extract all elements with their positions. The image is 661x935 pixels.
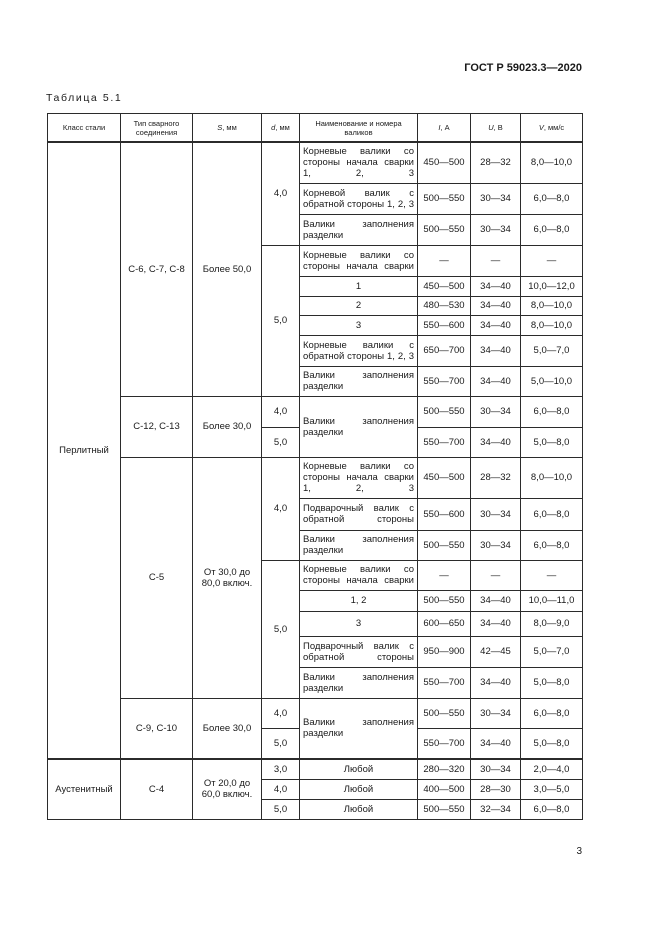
diameter-cell: 5,0 xyxy=(262,560,300,698)
bead-cell: Валики заполнения разделки xyxy=(300,214,418,245)
thickness-cell: Более 50,0 xyxy=(193,142,262,396)
current-cell: 600—650 xyxy=(418,611,471,636)
voltage-cell: 34—40 xyxy=(471,667,521,698)
page-number: 3 xyxy=(576,846,582,857)
col-thickness: S, мм xyxy=(193,114,262,143)
diameter-cell: 4,0 xyxy=(262,457,300,560)
voltage-cell: 28—32 xyxy=(471,142,521,183)
col-voltage: U, В xyxy=(471,114,521,143)
bead-cell: Подварочный валик с обратной стороны xyxy=(300,498,418,530)
welding-parameters-table xyxy=(47,113,583,820)
speed-cell: 6,0—8,0 xyxy=(521,530,583,560)
voltage-cell: 28—30 xyxy=(471,779,521,799)
current-cell: 650—700 xyxy=(418,335,471,366)
voltage-cell: 30—34 xyxy=(471,759,521,779)
bead-cell: Корневые валики со стороны начала сварки xyxy=(300,560,418,590)
bead-cell: 1, 2 xyxy=(300,590,418,611)
voltage-cell: 34—40 xyxy=(471,590,521,611)
voltage-cell: 42—45 xyxy=(471,636,521,667)
voltage-cell: 30—34 xyxy=(471,214,521,245)
current-cell: 450—500 xyxy=(418,457,471,498)
current-cell: 480—530 xyxy=(418,296,471,315)
voltage-cell: 28—32 xyxy=(471,457,521,498)
table-row xyxy=(48,396,583,427)
col-diameter: d, мм xyxy=(262,114,300,143)
bead-cell: Корневые валики со стороны начала сварки 1, 2, 3 xyxy=(300,457,418,498)
speed-cell: 3,0—5,0 xyxy=(521,779,583,799)
speed-cell: — xyxy=(521,245,583,276)
bead-cell: Любой xyxy=(300,759,418,779)
voltage-cell: 34—40 xyxy=(471,296,521,315)
current-cell: 400—500 xyxy=(418,779,471,799)
thickness-cell: Более 30,0 xyxy=(193,396,262,457)
steel-class-cell: Перлитный xyxy=(48,142,121,759)
col-bead: Наименование и номера валиков xyxy=(300,114,418,143)
diameter-cell: 5,0 xyxy=(262,245,300,396)
current-cell: 550—600 xyxy=(418,498,471,530)
table-caption: Таблица 5.1 xyxy=(46,92,123,104)
table-row xyxy=(48,759,583,779)
joint-type-cell: С-6, С-7, С-8 xyxy=(121,142,193,396)
bead-cell: 3 xyxy=(300,611,418,636)
speed-cell: 5,0—7,0 xyxy=(521,335,583,366)
diameter-cell: 5,0 xyxy=(262,799,300,819)
voltage-cell: — xyxy=(471,560,521,590)
diameter-cell: 5,0 xyxy=(262,728,300,759)
current-cell: 550—700 xyxy=(418,427,471,457)
diameter-cell: 3,0 xyxy=(262,759,300,779)
current-cell: 550—700 xyxy=(418,667,471,698)
voltage-cell: 34—40 xyxy=(471,315,521,335)
bead-cell: Корневой валик с обратной стороны 1, 2, 3 xyxy=(300,183,418,214)
speed-cell: 10,0—12,0 xyxy=(521,276,583,296)
table-row xyxy=(48,142,583,183)
bead-cell: Любой xyxy=(300,799,418,819)
speed-cell: 10,0—11,0 xyxy=(521,590,583,611)
speed-cell: 8,0—9,0 xyxy=(521,611,583,636)
current-cell: 550—700 xyxy=(418,366,471,396)
speed-cell: 2,0—4,0 xyxy=(521,759,583,779)
speed-cell: 6,0—8,0 xyxy=(521,498,583,530)
speed-cell: 8,0—10,0 xyxy=(521,142,583,183)
bead-cell: Корневые валики со стороны начала сварки xyxy=(300,245,418,276)
diameter-cell: 5,0 xyxy=(262,427,300,457)
speed-cell: 5,0—8,0 xyxy=(521,667,583,698)
speed-cell: 5,0—8,0 xyxy=(521,728,583,759)
current-cell: 500—550 xyxy=(418,530,471,560)
current-cell: — xyxy=(418,245,471,276)
thickness-cell: От 20,0 до 60,0 включ. xyxy=(193,759,262,819)
col-current: I, А xyxy=(418,114,471,143)
current-cell: 500—550 xyxy=(418,214,471,245)
table-row xyxy=(48,457,583,498)
table-row xyxy=(48,698,583,728)
speed-cell: — xyxy=(521,560,583,590)
standard-number: ГОСТ Р 59023.3—2020 xyxy=(464,62,582,74)
diameter-cell: 4,0 xyxy=(262,779,300,799)
voltage-cell: 30—34 xyxy=(471,183,521,214)
diameter-cell: 4,0 xyxy=(262,698,300,728)
bead-cell: Любой xyxy=(300,779,418,799)
bead-cell: Валики заполнения разделки xyxy=(300,667,418,698)
bead-cell: Валики заполнения разделки xyxy=(300,698,418,759)
speed-cell: 5,0—10,0 xyxy=(521,366,583,396)
joint-type-cell: С-9, С-10 xyxy=(121,698,193,759)
speed-cell: 6,0—8,0 xyxy=(521,214,583,245)
bead-cell: 2 xyxy=(300,296,418,315)
current-cell: 550—600 xyxy=(418,315,471,335)
current-cell: 500—550 xyxy=(418,698,471,728)
voltage-cell: 34—40 xyxy=(471,728,521,759)
current-cell: 500—550 xyxy=(418,396,471,427)
bead-cell: Валики заполнения разделки xyxy=(300,366,418,396)
speed-cell: 6,0—8,0 xyxy=(521,698,583,728)
bead-cell: Подварочный валик с обратной стороны xyxy=(300,636,418,667)
current-cell: — xyxy=(418,560,471,590)
current-cell: 550—700 xyxy=(418,728,471,759)
joint-type-cell: С-5 xyxy=(121,457,193,698)
speed-cell: 6,0—8,0 xyxy=(521,799,583,819)
voltage-cell: 34—40 xyxy=(471,366,521,396)
bead-cell: Валики заполнения разделки xyxy=(300,396,418,457)
voltage-cell: 34—40 xyxy=(471,427,521,457)
thickness-cell: Более 30,0 xyxy=(193,698,262,759)
current-cell: 500—550 xyxy=(418,799,471,819)
steel-class-cell: Аустенитный xyxy=(48,759,121,819)
bead-cell: 3 xyxy=(300,315,418,335)
voltage-cell: 34—40 xyxy=(471,276,521,296)
thickness-cell: От 30,0 до 80,0 включ. xyxy=(193,457,262,698)
current-cell: 950—900 xyxy=(418,636,471,667)
bead-cell: Валики заполнения разделки xyxy=(300,530,418,560)
speed-cell: 6,0—8,0 xyxy=(521,183,583,214)
current-cell: 280—320 xyxy=(418,759,471,779)
voltage-cell: 34—40 xyxy=(471,611,521,636)
bead-cell: 1 xyxy=(300,276,418,296)
joint-type-cell: С-4 xyxy=(121,759,193,819)
voltage-cell: 30—34 xyxy=(471,396,521,427)
bead-cell: Корневые валики со стороны начала сварки 1, 2, 3 xyxy=(300,142,418,183)
voltage-cell: 30—34 xyxy=(471,530,521,560)
speed-cell: 8,0—10,0 xyxy=(521,315,583,335)
voltage-cell: 30—34 xyxy=(471,498,521,530)
current-cell: 500—550 xyxy=(418,183,471,214)
current-cell: 500—550 xyxy=(418,590,471,611)
diameter-cell: 4,0 xyxy=(262,142,300,245)
speed-cell: 5,0—8,0 xyxy=(521,427,583,457)
current-cell: 450—500 xyxy=(418,276,471,296)
col-joint-type: Тип сварного соединения xyxy=(121,114,193,143)
speed-cell: 6,0—8,0 xyxy=(521,396,583,427)
joint-type-cell: С-12, С-13 xyxy=(121,396,193,457)
bead-cell: Корневые валики с обратной стороны 1, 2, 3 xyxy=(300,335,418,366)
voltage-cell: — xyxy=(471,245,521,276)
voltage-cell: 32—34 xyxy=(471,799,521,819)
col-steel-class: Класс стали xyxy=(48,114,121,143)
voltage-cell: 30—34 xyxy=(471,698,521,728)
current-cell: 450—500 xyxy=(418,142,471,183)
voltage-cell: 34—40 xyxy=(471,335,521,366)
speed-cell: 8,0—10,0 xyxy=(521,457,583,498)
col-speed: V, мм/с xyxy=(521,114,583,143)
diameter-cell: 4,0 xyxy=(262,396,300,427)
table-header-row xyxy=(48,114,583,143)
speed-cell: 8,0—10,0 xyxy=(521,296,583,315)
speed-cell: 5,0—7,0 xyxy=(521,636,583,667)
